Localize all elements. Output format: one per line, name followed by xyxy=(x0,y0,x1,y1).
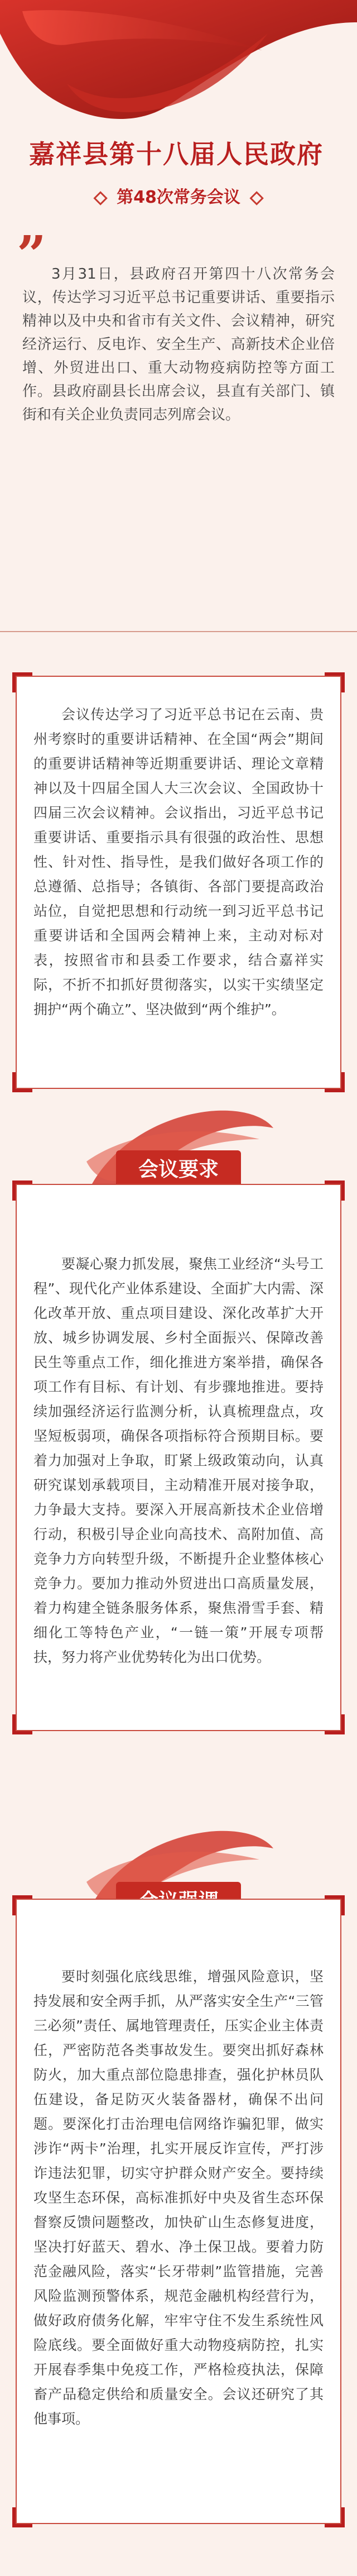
corner-decoration xyxy=(325,1181,345,1201)
corner-decoration xyxy=(12,1895,32,1915)
corner-decoration xyxy=(325,1895,345,1915)
corner-decoration xyxy=(12,1181,32,1201)
meeting-subtitle xyxy=(84,183,273,208)
corner-decoration xyxy=(325,1714,345,1734)
section-box-study xyxy=(16,676,341,1089)
section-box-emphasis xyxy=(16,1899,341,2524)
corner-decoration xyxy=(12,1714,32,1734)
diamond-icon xyxy=(93,191,107,205)
section-paragraph: 要凝心聚力抓发展，聚焦工业经济“头号工程”、现代化产业体系建设、全面扩大内需、深化改革开放、重点项目建设、深化改革扩大开放、城乡协调发展、乡村全面振兴、保障改善民生等重点工作，细化推进方案举措，确保各项工作有目标、有计划、有步骤地推进。要持续加强经济运行监测分析，认真梳理盘点，攻坚短板弱项，确保各项指标符合预期目标。要着力加强对上争取，盯紧上级政策动向，认真研究谋划承载项目，主动精准开展对接争取，力争最大支持。要深入开展高新技术企业倍增行动，积极引导企业向高技术、高附加值、高竞争力方向转型升级，不断提升企业整体核心竞争力。要加力推动外贸进出口高质量发展，着力构建全链条服务体系，聚焦滑雪手套、精细化工等特色产业，“一链一策”开展专项帮扶，努力将产业优势转化为出口优势。 xyxy=(33,1256,324,1665)
corner-decoration xyxy=(325,1072,345,1092)
section-paragraph: 会议传达学习了习近平总书记在云南、贵州考察时的重要讲话精神、在全国“两会”期间的重要讲话精神等近期重要讲话、理论文章精神以及十四届全国人大三次会议、全国政协十四届三次会议精神。会议指出，习近平总书记重要讲话、重要指示具有很强的政治性、思想性、针对性、指导性，是我们做好各项工作的总遵循、总指导；各镇街、各部门要提高政治站位，自觉把思想和行动统一到习近平总书记重要讲话和全国两会精神上来，主动对标对表，按照省市和县委工作要求，结合嘉祥实际，不折不扣抓好贯彻落实，以实干实绩坚定拥护“两个确立”、坚决做到“两个维护”。 xyxy=(33,706,324,1017)
corner-decoration xyxy=(12,1072,32,1092)
corner-decoration xyxy=(12,2507,32,2527)
corner-decoration xyxy=(325,2507,345,2527)
section-paragraph: 要时刻强化底线思维，增强风险意识，坚持发展和安全两手抓，从严落实安全生产“三管三必须”责任、属地管理责任，压实企业主体责任，严密防范各类事故发生。要突出抓好森林防火，加大重点部位隐患排查，强化护林员队伍建设，备足防灭火装备器材，确保不出问题。要深化打击治理电信网络诈骗犯罪，做实涉诈“两卡”治理，扎实开展反诈宣传，严打涉诈违法犯罪，切实守护群众财产安全。要持续攻坚生态环保，高标准抓好中央及省生态环保督察反馈问题整改，加快矿山生态修复进度，坚决打好蓝天、碧水、净土保卫战。要着力防范金融风险，落实“长牙带刺”监管措施，完善风险监测预警体系，规范金融机构经营行为，做好政府债务化解，牢牢守住不发生系统性风险底线。要全面做好重大动物疫病防控，扎实开展春季集中免疫工作，严格检疫执法，保障畜产品稳定供给和质量安全。会议还研究了其他事项。 xyxy=(33,1968,324,2427)
intro-paragraph: 3月31日，县政府召开第四十八次常务会议，传达学习习近平总书记重要讲话、重要指示精神以及中央和省市有关文件、会议精神，研究经济运行、反电诈、安全生产、高新技术企业倍增、外贸进出口、重大动物疫病防控等方面工作。县政府副县长出席会议，县直有关部门、镇街和有关企业负责同志列席会议。 xyxy=(22,266,335,423)
section-box-requirements xyxy=(16,1184,341,1731)
page-title: 嘉祥县第十八届人民政府 xyxy=(29,139,324,169)
corner-decoration xyxy=(325,672,345,692)
section-heading: 会议要求 xyxy=(116,1150,241,1186)
subtitle-text: 第48次常务会议 xyxy=(117,188,240,207)
divider xyxy=(0,631,357,632)
corner-decoration xyxy=(12,672,32,692)
diamond-icon xyxy=(249,191,263,205)
red-ribbon-decoration xyxy=(0,0,357,128)
quote-icon: ” xyxy=(17,224,46,285)
